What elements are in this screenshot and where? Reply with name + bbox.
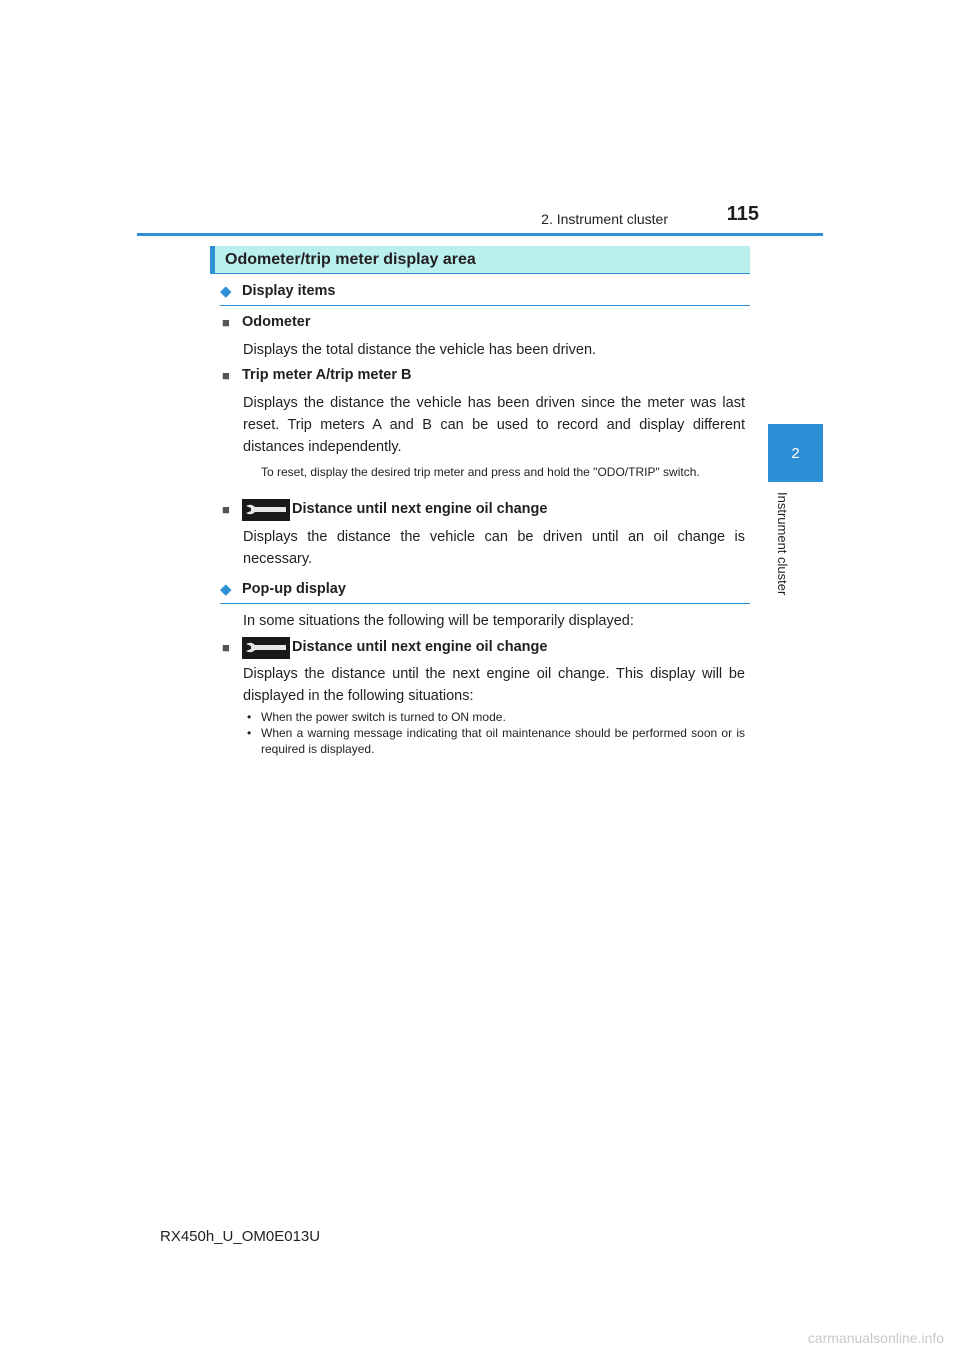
- item-title: Distance until next engine oil change: [292, 501, 548, 517]
- chapter-tab[interactable]: [768, 424, 823, 482]
- item-trip-meter: [222, 365, 752, 387]
- chapter-title: 2. Instrument cluster: [541, 211, 668, 227]
- item-title: Distance until next engine oil change: [292, 639, 548, 655]
- section-title: [210, 246, 750, 274]
- popup-oil-description: Displays the distance until the next engine oil change. This display will be displayed in the following situations:: [243, 666, 745, 704]
- subheading-popup-display: [220, 578, 750, 604]
- item-oil-change: [222, 499, 752, 521]
- square-bullet-icon: ■: [222, 502, 230, 517]
- page-number: 115: [726, 203, 759, 225]
- list-item: • When a warning message indicating that oil maintenance should be performed soon or is required is displayed.: [247, 725, 745, 757]
- diamond-icon: ◆: [220, 283, 232, 300]
- chapter-tab-label: Instrument cluster: [775, 492, 790, 596]
- oil-change-description: Displays the distance the vehicle can be driven until an oil change is necessary.: [243, 529, 745, 567]
- odometer-description: Displays the total distance the vehicle has been driven.: [243, 342, 597, 358]
- square-bullet-icon: ■: [222, 315, 230, 330]
- wrench-icon: [242, 637, 290, 659]
- item-title: Trip meter A/trip meter B: [242, 367, 412, 383]
- manual-code: RX450h_U_OM0E013U: [160, 1228, 321, 1245]
- item-popup-oil-change: [222, 637, 752, 659]
- square-bullet-icon: ■: [222, 368, 230, 383]
- subheading-display-items: [220, 280, 750, 306]
- section-title-text: Odometer/trip meter display area: [225, 251, 476, 268]
- subheading-text: Display items: [242, 283, 336, 299]
- trip-meter-description: Displays the distance the vehicle has been driven since the meter was last reset. Trip meters A and B can be used to record and display different distances independently.: [243, 395, 745, 455]
- trip-meter-note: To reset, display the desired trip meter and press and hold the "ODO/TRIP" switch.: [261, 465, 700, 479]
- item-title: Odometer: [242, 314, 311, 330]
- list-item: • When the power switch is turned to ON mode.: [247, 709, 745, 725]
- page-header: [137, 203, 823, 236]
- wrench-icon: [242, 499, 290, 521]
- popup-intro: In some situations the following will be temporarily displayed:: [243, 613, 634, 629]
- square-bullet-icon: ■: [222, 640, 230, 655]
- watermark: carmanualsonline.info: [807, 1330, 944, 1346]
- chapter-tab-number: 2: [791, 444, 800, 462]
- subheading-text: Pop-up display: [242, 581, 346, 597]
- item-odometer: [222, 312, 752, 334]
- diamond-icon: ◆: [220, 581, 232, 598]
- popup-situations-list: [247, 709, 745, 757]
